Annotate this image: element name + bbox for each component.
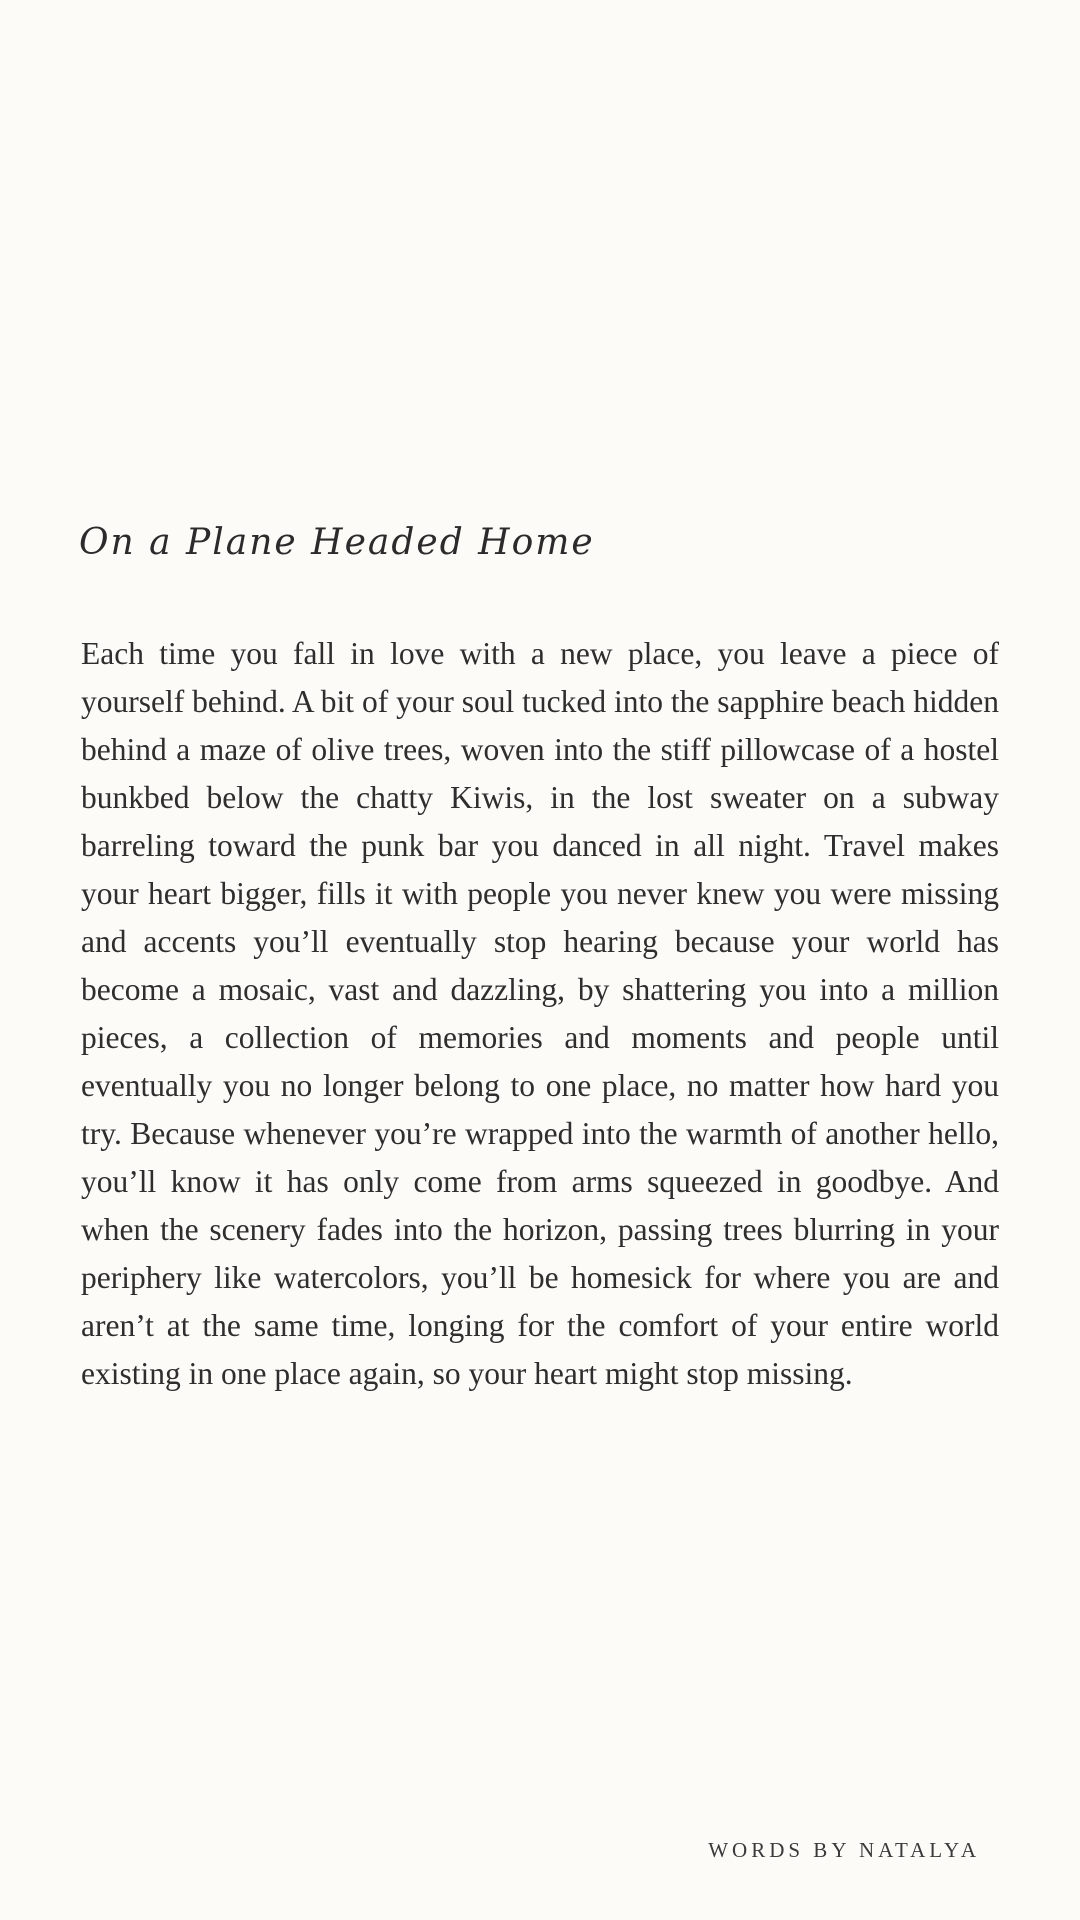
poem-body: Each time you fall in love with a new place, you leave a piece of yourself behind. A bit of your soul tucked into the sapphire beach hidden behind a maze of olive trees, woven into the stiff pillowcase of a hostel bunkbed below the chatty Kiwis, in the lost sweater on a subway barreling toward the punk bar you danced in all night. Travel makes your heart bigger, fills it with people you never knew you were missing and accents you’ll eventually stop hearing because your world has become a mosaic, vast and dazzling, by shattering you into a million pieces, a collection of memories and moments and people until eventually you no longer belong to one place, no matter how hard you try. Because whenever you’re wrapped into the warmth of another hello, you’ll know it has only come from arms squeezed in goodbye. And when the scenery fades into the horizon, passing trees blurring in your periphery like watercolors, you’ll be homesick for where you are and aren’t at the same time, longing for the comfort of your entire world existing in one place again, so your heart might stop missing. — [81, 636, 999, 1391]
author-credit: WORDS BY NATALYA — [708, 1838, 980, 1862]
poem-title: On a Plane Headed Home — [79, 522, 595, 563]
